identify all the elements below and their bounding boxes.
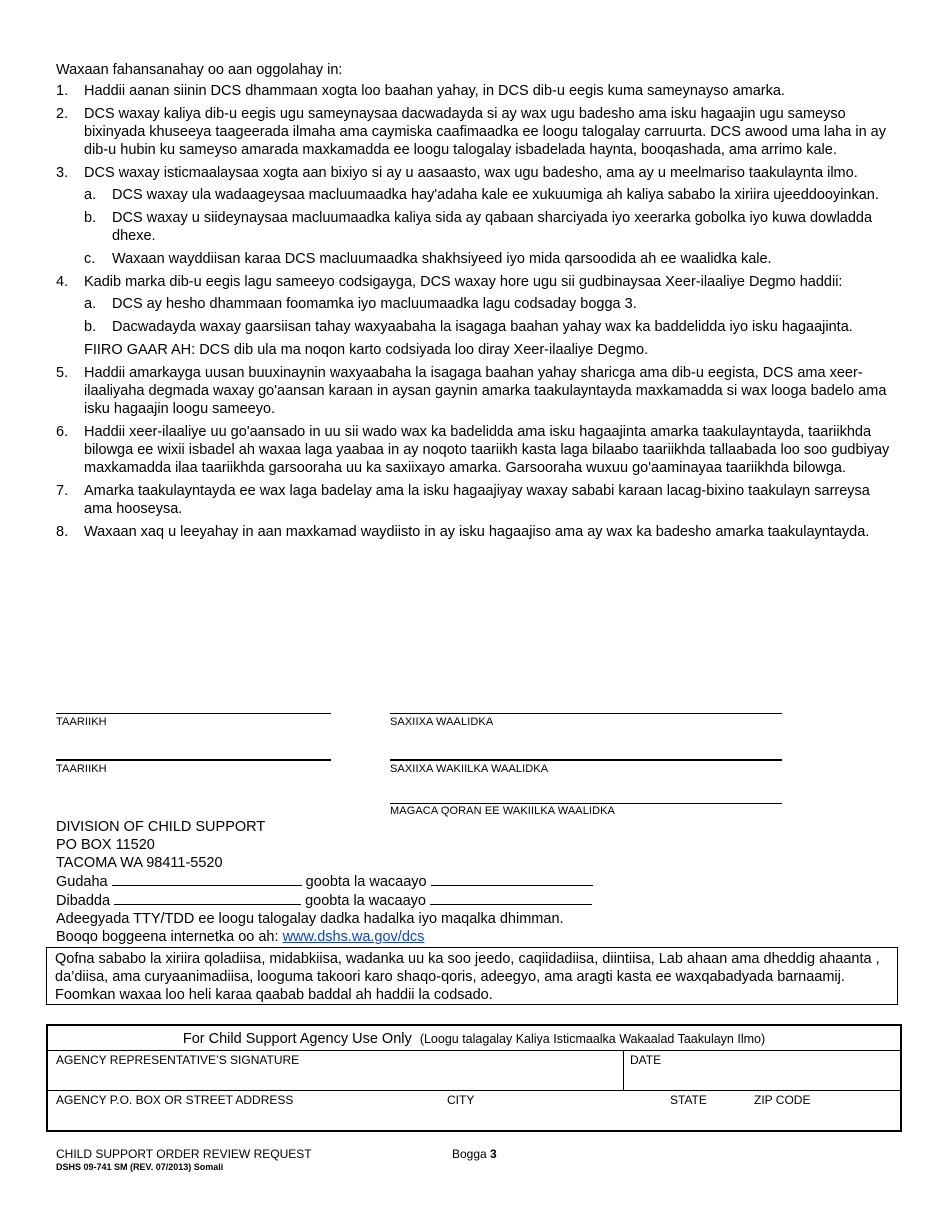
item-number: 2. — [56, 106, 69, 122]
sub-list-item — [84, 209, 898, 245]
sub-item-text: DCS waxay u siideynaysaa macluumaadka kaliya sida ay qabaan sharciyada iyo xeerarka gobolka iyo kuwa dowladda dhexe. — [112, 210, 873, 244]
local-phone-row — [56, 872, 593, 891]
item-number: 1. — [56, 83, 69, 99]
agency-rep-signature-label: AGENCY REPRESENTATIVE’S SIGNATURE — [56, 1053, 300, 1067]
representative-signature-line[interactable] — [390, 759, 782, 761]
outside-phone-field[interactable] — [114, 891, 301, 905]
item-text: DCS waxay isticmaalaysaa xogta aan bixiyo si ay u aasaasto, wax ugu badesho, ama ay u meelmariso taakulaynta ilmo. — [84, 165, 858, 181]
outside-phone-row — [56, 891, 593, 910]
list-item — [56, 105, 898, 159]
page-label: Bogga — [452, 1147, 487, 1161]
agency-box-title — [48, 1031, 900, 1047]
sub-list-item — [84, 250, 898, 268]
agency-title-note: (Loogu talagalay Kaliya Isticmaalka Wakaalad Taakulayn Ilmo) — [419, 1032, 766, 1046]
list-item — [56, 482, 898, 518]
parent-signature-label: SAXIIXA WAALIDKA — [390, 716, 494, 728]
representative-signature-label: SAXIIXA WAKIILKA WAALIDKA — [390, 763, 549, 775]
item-number: 5. — [56, 365, 69, 381]
sub-list-item — [84, 295, 898, 313]
outside-phone-suffix: goobta la wacaayo — [305, 893, 426, 909]
address-line: DIVISION OF CHILD SUPPORT — [56, 819, 266, 835]
sub-item-text: DCS ay hesho dhammaan foomamka iyo macluumaadka lagu codsaday bogga 3. — [112, 296, 637, 312]
nondiscrimination-notice: Qofna sababo la xiriira qoladiisa, midabkiisa, wadanka uu ka soo jeedo, caqiidadiisa, diintiisa, Lab ahaan ama dheddig ahaanta , da’diisa, ama curyaanimadiisa, looguma takoori karo shaqo-qoris, adeegyo, ama aragti kasta ee waxqabadyada barnaamij. Foomkan waxaa loo heli karaa qaabab baddal ah haddii la codsado. — [46, 947, 898, 1005]
item-number: 8. — [56, 524, 69, 540]
local-phone-suffix: goobta la wacaayo — [305, 874, 427, 890]
list-item — [56, 423, 898, 477]
website-row — [56, 928, 593, 946]
list-item — [56, 164, 898, 268]
agency-state-label: STATE — [670, 1093, 707, 1107]
outside-phone-area-field[interactable] — [430, 891, 592, 905]
sub-item-letter: b. — [84, 319, 97, 335]
list-item — [56, 82, 898, 100]
sub-item-text: DCS waxay ula wadaageysaa macluumaadka hay'adaha kale ee xukuumiga ah kaliya sababo la xiriira ujeeddooyinkan. — [112, 187, 879, 203]
sub-item-letter: b. — [84, 210, 97, 226]
item-text: Waxaan xaq u leeyahay in aan maxkamad waydiisto in ay isku hagaajiso ama ay wax ka badesho amarka taakulayntayda. — [84, 524, 870, 540]
item-text: Haddii aanan siinin DCS dhammaan xogta loo baahan yahay, in DCS dib-u eegis kuma sameynayso amarka. — [84, 83, 785, 99]
page-value: 3 — [490, 1147, 497, 1161]
address-line: TACOMA WA 98411-5520 — [56, 855, 223, 871]
representative-name-label: MAGACA QORAN EE WAKIILKA WAALIDKA — [390, 805, 615, 817]
item-number: 4. — [56, 274, 69, 290]
agency-use-box — [46, 1024, 902, 1132]
list-item — [56, 364, 898, 418]
agency-title-text: For Child Support Agency Use Only — [182, 1031, 412, 1047]
sub-list — [84, 186, 898, 268]
local-phone-field[interactable] — [112, 872, 302, 886]
sub-list-item — [84, 318, 898, 336]
date-line-1[interactable] — [56, 713, 331, 714]
item-text: DCS waxay kaliya dib-u eegis ugu sameynaysaa dacwadayda si ay wax ugu badesho ama isku hagaajin ugu sameyso bixinyada khuseeya taageerada ilmaha ama caymiska caafimaadka ee loogu talogalay carruurta. DCS awood uma laha in ay dib-u hubin ku sameyso amarada maxkamadda ee loogu talogalay isbadelada haynta, booqashada, ama arrimo kale. — [84, 106, 886, 158]
sub-item-letter: a. — [84, 187, 97, 203]
local-phone-area-field[interactable] — [431, 872, 593, 886]
terms-list — [56, 82, 898, 546]
item-text: Amarka taakulayntayda ee wax laga badelay ama la isku hagaajiyay waxay sababi karaan lacag-bixino taakulayn sarreysa ama hooseysa. — [84, 483, 870, 517]
agency-city-label: CITY — [447, 1093, 475, 1107]
sub-list-item — [84, 186, 898, 204]
date-label-2: TAARIIKH — [56, 763, 107, 775]
parent-signature-line[interactable] — [390, 713, 782, 714]
representative-name-line[interactable] — [390, 803, 782, 804]
item-number: 3. — [56, 165, 69, 181]
website-prefix: Booqo boggeena internetka oo ah: — [56, 929, 283, 945]
divider — [48, 1050, 900, 1051]
sub-item-text: Waxaan wayddiisan karaa DCS macluumaadka shakhsiyeed iyo mida qarsoodida ah ee waalidka kale. — [112, 251, 772, 267]
form-title: CHILD SUPPORT ORDER REVIEW REQUEST — [56, 1147, 312, 1161]
list-item — [56, 523, 898, 541]
item-text: Kadib marka dib-u eegis lagu sameeyo codsigayga, DCS waxay hore ugu sii gudbinaysaa Xeer-ilaaliye Degmo haddii: — [84, 274, 843, 290]
sub-list — [84, 295, 898, 336]
item-number: 7. — [56, 483, 69, 499]
list-item — [56, 273, 898, 359]
agency-date-label: DATE — [630, 1053, 662, 1067]
mailing-address-block — [56, 818, 593, 946]
special-note: FIIRO GAAR AH: DCS dib ula ma noqon karto codsiyada loo diray Xeer-ilaaliye Degmo. — [84, 342, 649, 358]
outside-phone-label: Dibadda — [56, 893, 111, 909]
item-text: Haddii xeer-ilaaliye uu go'aansado in uu sii wado wax ka badelidda ama isku hagaajinta amarka taakulayntayda, taariikhda bilowga ee wixii isbadel ah waxaa laga yaabaa in ay noqoto taariikh kasta laga bilaabo taariikhda tallaabada loo soo gudbiyay maxkamadda ilaa taariikhda garsooraha uu ka saxiixayo amarka. Garsooraha wuxuu go'aaminayaa taariikhda bilowga. — [84, 424, 890, 476]
tty-note: Adeegyada TTY/TDD ee loogu talogalay dadka hadalka iyo maqalka dhimman. — [56, 911, 564, 927]
divider — [48, 1090, 900, 1091]
sub-item-text: Dacwadayda waxay gaarsiisan tahay waxyaabaha la isagaga baahan yahay wax ka baddelidda iyo isku hagaajinta. — [112, 319, 853, 335]
website-link[interactable]: www.dshs.wa.gov/dcs — [282, 929, 425, 945]
form-id: DSHS 09-741 SM (REV. 07/2013) Somali — [56, 1162, 224, 1172]
sub-item-letter: a. — [84, 296, 97, 312]
date-line-2[interactable] — [56, 759, 331, 761]
local-phone-label: Gudaha — [56, 874, 108, 890]
date-label-1: TAARIIKH — [56, 716, 107, 728]
agency-address-label: AGENCY P.O. BOX OR STREET ADDRESS — [56, 1093, 294, 1107]
intro-text: Waxaan fahansanahay oo aan oggolahay in: — [56, 62, 343, 78]
address-line: PO BOX 11520 — [56, 837, 155, 853]
sub-item-letter: c. — [84, 251, 96, 267]
divider — [623, 1050, 624, 1090]
item-number: 6. — [56, 424, 69, 440]
agency-zip-label: ZIP CODE — [754, 1093, 811, 1107]
item-text: Haddii amarkayga uusan buuxinaynin waxyaabaha la isagaga baahan yahay sharicga ama dib-u eegista, DCS ama xeer-ilaaliyaha degmada waxay go'aansan karaan in aysan gaynin amarka taakulayntayda maxkamadda si wax looga badelo ama isku hagaajin loogu sameeyo. — [84, 365, 887, 417]
page-number — [452, 1147, 497, 1161]
